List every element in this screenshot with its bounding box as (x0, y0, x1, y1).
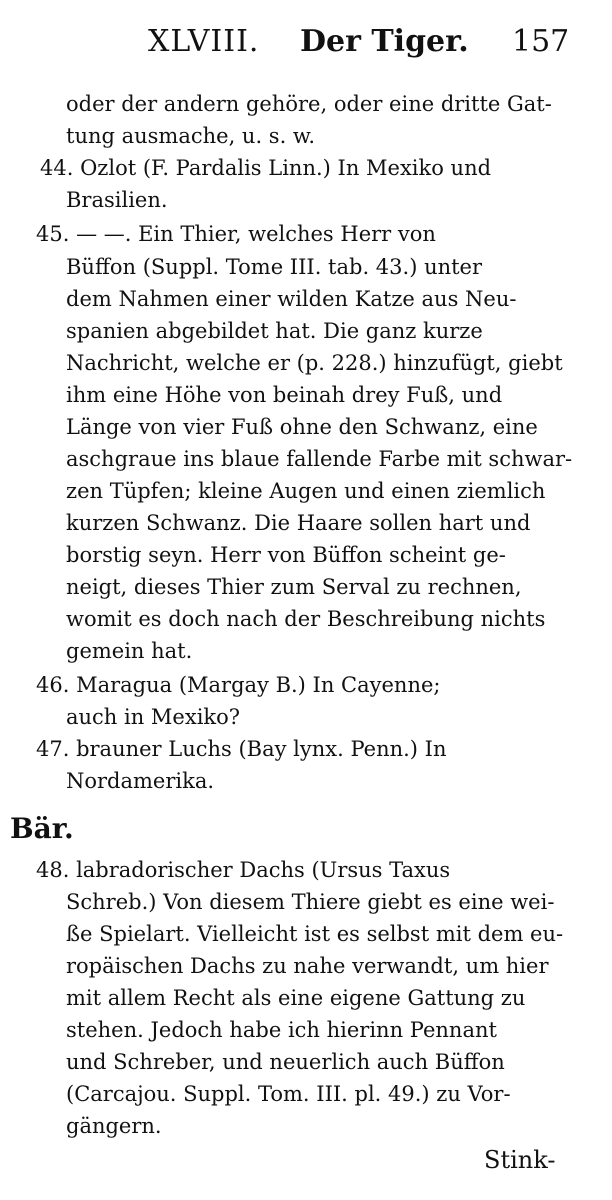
text-line: oder der andern gehöre, oder eine dritte Gat- (66, 92, 552, 116)
text-line: Länge von vier Fuß ohne den Schwanz, eine (66, 415, 538, 439)
entry-line: 48. labradorischer Dachs (Ursus Taxus (36, 858, 451, 882)
text-line: dem Nahmen einer wilden Katze aus Neu- (66, 287, 517, 311)
text-line: zen Tüpfen; kleine Augen und einen ziemlich (66, 479, 546, 503)
section-heading: Bär. (10, 812, 74, 845)
text-line: Schreb.) Von diesem Thiere giebt es eine wei- (66, 890, 555, 914)
page-number: 157 (512, 24, 570, 59)
text-line: Nordamerika. (66, 769, 215, 793)
text-line: gängern. (66, 1114, 162, 1138)
text-line: ihm eine Höhe von beinah drey Fuß, und (66, 383, 503, 407)
text-line: stehen. Jedoch habe ich hierinn Pennant (66, 1018, 497, 1042)
text-line: Nachricht, welche er (p. 228.) hinzufügt, giebt (66, 351, 563, 375)
text-line: Büffon (Suppl. Tome III. tab. 43.) unter (66, 255, 483, 279)
text-line: spanien abgebildet hat. Die ganz kurze (66, 319, 483, 343)
text-line: auch in Mexiko? (66, 705, 241, 729)
text-line: tung ausmache, u. s. w. (66, 124, 316, 148)
entry-line: 44. Ozlot (F. Pardalis Linn.) In Mexiko und (40, 156, 492, 180)
chapter-number: XLVIII. (148, 24, 260, 59)
text-line: (Carcajou. Suppl. Tom. III. pl. 49.) zu Vor- (66, 1082, 511, 1106)
entry-line: 46. Maragua (Margay B.) In Cayenne; (36, 673, 441, 697)
text-line: womit es doch nach der Beschreibung nichts (66, 607, 546, 631)
page-title: Der Tiger. (300, 24, 469, 59)
text-line: Brasilien. (66, 188, 168, 212)
catchword: Stink- (484, 1146, 556, 1174)
running-header (0, 18, 612, 66)
text-line: borstig seyn. Herr von Büffon scheint ge- (66, 543, 506, 567)
text-line: aschgraue ins blaue fallende Farbe mit schwar- (66, 447, 573, 471)
text-line: ße Spielart. Vielleicht ist es selbst mit dem eu- (66, 922, 564, 946)
text-line: ropäischen Dachs zu nahe verwandt, um hier (66, 954, 549, 978)
text-line: mit allem Recht als eine eigene Gattung zu (66, 986, 526, 1010)
text-line: neigt, dieses Thier zum Serval zu rechnen, (66, 575, 522, 599)
text-line: gemein hat. (66, 639, 193, 663)
text-line: kurzen Schwanz. Die Haare sollen hart und (66, 511, 531, 535)
entry-line: 45. — —. Ein Thier, welches Herr von (36, 222, 436, 246)
entry-line: 47. brauner Luchs (Bay lynx. Penn.) In (36, 737, 447, 761)
text-line: und Schreber, und neuerlich auch Büffon (66, 1050, 505, 1074)
